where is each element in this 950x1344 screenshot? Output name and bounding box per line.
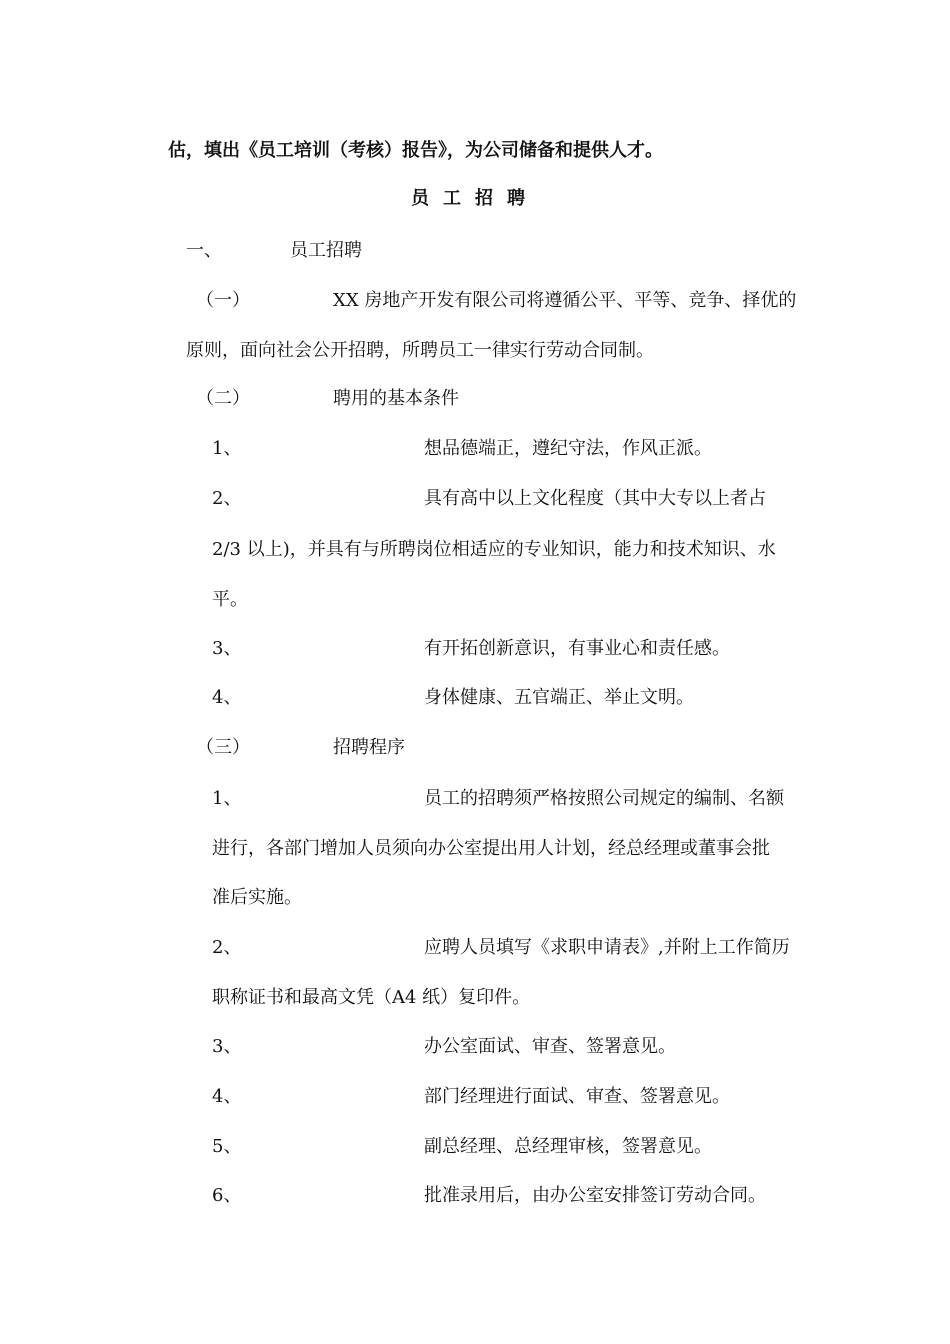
section-heading: 员工招聘 bbox=[290, 240, 362, 261]
point-text: 部门经理进行面试、审查、签署意见。 bbox=[424, 1086, 730, 1107]
point-number: 2、 bbox=[212, 488, 242, 509]
item-heading: 聘用的基本条件 bbox=[333, 388, 459, 409]
item-continuation: 原则，面向社会公开招聘，所聘员工一律实行劳动合同制。 bbox=[186, 340, 654, 361]
point-number: 3、 bbox=[212, 638, 242, 659]
point-text: 想品德端正，遵纪守法，作风正派。 bbox=[424, 438, 712, 459]
item-number: （一） bbox=[196, 290, 250, 311]
point-number: 5、 bbox=[212, 1136, 242, 1157]
point-text: 副总经理、总经理审核，签署意见。 bbox=[424, 1136, 712, 1157]
item-number: （三） bbox=[196, 737, 250, 758]
point-text: 办公室面试、审查、签署意见。 bbox=[424, 1036, 676, 1057]
item-heading: 招聘程序 bbox=[333, 737, 405, 758]
section-number: 一、 bbox=[186, 240, 222, 261]
point-continuation: 平。 bbox=[212, 589, 248, 610]
point-continuation: 准后实施。 bbox=[212, 887, 302, 908]
point-number: 6、 bbox=[212, 1185, 242, 1206]
point-number: 4、 bbox=[212, 1086, 242, 1107]
point-number: 1、 bbox=[212, 788, 242, 809]
point-number: 3、 bbox=[212, 1036, 242, 1057]
item-text: XX 房地产开发有限公司将遵循公平、平等、竞争、择优的 bbox=[333, 290, 797, 311]
item-number: （二） bbox=[196, 388, 250, 409]
intro-line: 估，填出《员工培训（考核）报告》，为公司储备和提供人才。 bbox=[168, 140, 663, 161]
point-text: 身体健康、五官端正、举止文明。 bbox=[424, 687, 694, 708]
point-text: 有开拓创新意识，有事业心和责任感。 bbox=[424, 638, 730, 659]
point-text: 批准录用后，由办公室安排签订劳动合同。 bbox=[424, 1185, 766, 1206]
section-title: 员工招聘 bbox=[411, 188, 539, 209]
point-text: 员工的招聘须严格按照公司规定的编制、名额 bbox=[424, 788, 784, 809]
point-continuation: 2/3 以上)，并具有与所聘岗位相适应的专业知识，能力和技术知识、水 bbox=[212, 539, 776, 560]
point-continuation: 职称证书和最高文凭（A4 纸）复印件。 bbox=[212, 987, 531, 1008]
point-text: 具有高中以上文化程度（其中大专以上者占 bbox=[424, 488, 766, 509]
point-text: 应聘人员填写《求职申请表》,并附上工作简历 bbox=[424, 937, 790, 958]
point-number: 4、 bbox=[212, 687, 242, 708]
point-number: 1、 bbox=[212, 438, 242, 459]
point-number: 2、 bbox=[212, 937, 242, 958]
point-continuation: 进行，各部门增加人员须向办公室提出用人计划，经总经理或董事会批 bbox=[212, 838, 770, 859]
